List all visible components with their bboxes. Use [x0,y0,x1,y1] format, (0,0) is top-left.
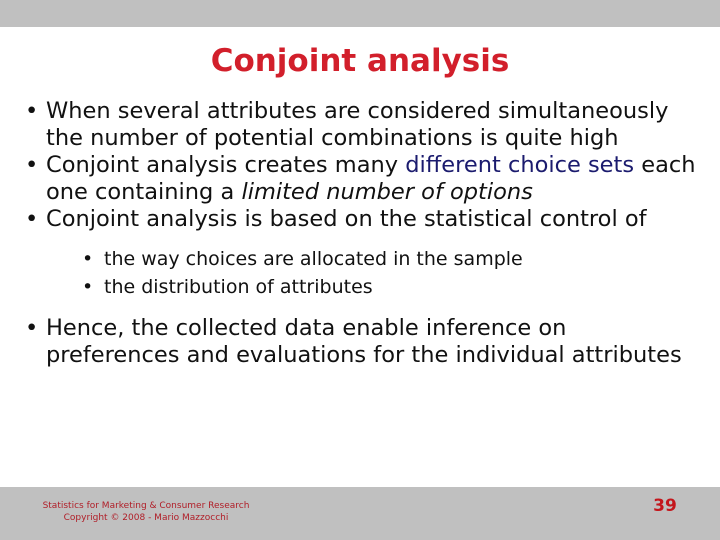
page-number: 39 [653,496,677,516]
highlighted-phrase: different choice sets [405,152,635,178]
bullet-dot-icon: • [82,248,94,270]
slide-title: Conjoint analysis [210,43,510,79]
bullet-text: When several attributes are considered simultaneously the number of potential combinations is quite high [46,98,669,151]
footer-line-1: Statistics for Marketing & Consumer Research [42,501,250,511]
bullet-dot-icon: • [82,276,94,298]
bullet-text: Hence, the collected data enable inference on preferences and evaluations for the individual attributes [46,315,682,368]
bullet-dot-icon: • [25,152,39,178]
bullet-item [22,98,702,152]
bullet-dot-icon: • [25,98,39,124]
footer-line-2: Copyright © 2008 - Mario Mazzocchi [63,513,229,523]
bullet-text-middle: each one containing a [46,152,696,205]
sub-bullet-item [82,273,702,301]
italic-phrase: limited number of options [241,179,533,205]
bullet-text: Conjoint analysis is based on the statistical control of [46,206,647,232]
bullet-item [22,152,702,206]
bullet-item [22,315,702,369]
bullet-dot-icon: • [25,315,39,341]
sub-bullet-text: the distribution of attributes [104,276,373,298]
top-bar [0,0,720,27]
sub-bullet-list [46,245,702,301]
bullet-list [22,98,702,369]
footer-credits [26,500,266,524]
bullet-dot-icon: • [25,206,39,232]
bullet-text-prefix: Conjoint analysis creates many [46,152,406,178]
sub-bullet-text: the way choices are allocated in the sample [104,248,523,270]
bullet-item [22,206,702,301]
sub-bullet-item [82,245,702,273]
